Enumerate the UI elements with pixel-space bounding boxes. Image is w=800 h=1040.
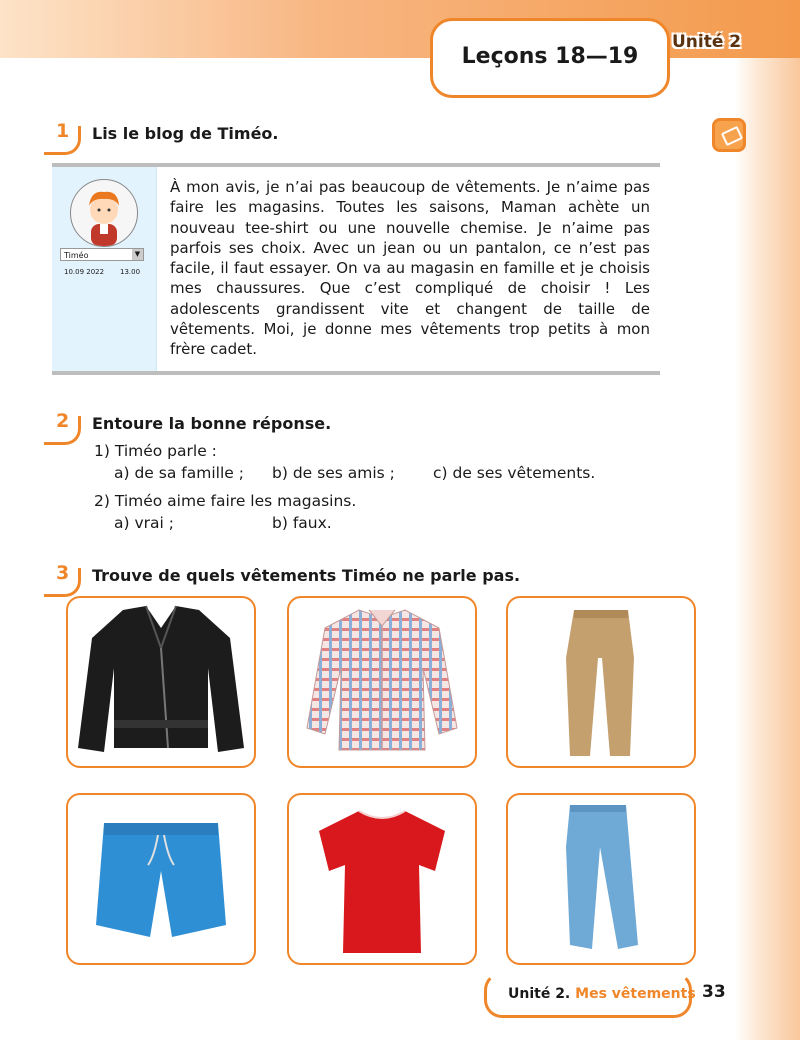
- blue-shorts-card[interactable]: [66, 793, 256, 965]
- checked-shirt-card[interactable]: [287, 596, 477, 768]
- tshirt-icon: [289, 795, 475, 963]
- page-number: 33: [702, 982, 726, 1002]
- blue-jeans-card[interactable]: [506, 793, 696, 965]
- question-2: 2) Timéo aime faire les magasins.: [94, 492, 357, 510]
- user-name: Timéo: [64, 251, 89, 260]
- chevron-down-icon[interactable]: ▼: [132, 249, 143, 260]
- blog-sidebar: [52, 167, 157, 371]
- post-date: 10.09 2022: [64, 268, 105, 276]
- lesson-title: Leçons 18—19: [461, 44, 639, 69]
- unit-badge: Unité 2: [672, 32, 742, 52]
- section-1-number: 1: [56, 120, 70, 142]
- workbook-icon: [712, 118, 746, 152]
- page-edge-gradient: [734, 0, 800, 1040]
- q2-option-b[interactable]: b) faux.: [272, 514, 332, 532]
- q1-option-b[interactable]: b) de ses amis ;: [272, 464, 395, 482]
- footer-unit-label: Unité 2.: [508, 986, 571, 1002]
- leather-jacket-icon: [68, 598, 254, 766]
- checked-shirt-icon: [289, 598, 475, 766]
- red-tshirt-card[interactable]: [287, 793, 477, 965]
- section-3-title: Trouve de quels vêtements Timéo ne parle pas.: [92, 566, 521, 585]
- blog-post: [52, 163, 660, 375]
- section-3-number: 3: [56, 562, 70, 584]
- jeans-icon: [508, 795, 694, 963]
- q1-option-a[interactable]: a) de sa famille ;: [114, 464, 244, 482]
- section-1-title: Lis le blog de Timéo.: [92, 124, 279, 143]
- avatar: [70, 179, 138, 247]
- shorts-icon: [68, 795, 254, 963]
- q2-option-a[interactable]: a) vrai ;: [114, 514, 174, 532]
- blog-text: À mon avis, je n’ai pas beaucoup de vêtements. Je n’aime pas faire les magasins. Toutes les saisons, Maman achète un nouveau tee-shirt ou une nouvelle chemise. Je n’aime pas parfois ses choix. Avec un jean ou un pantalon, ce n’est pas facile, il faut essayer. On va au magasin en famille et je choisis mes chaussures. Que c’est compliqué de choisir ! Les adolescents grandissent vite et changent de taille de vêtements. Moi, je donne mes vêtements trop petits à mon frère cadet.: [170, 178, 650, 359]
- user-dropdown[interactable]: [60, 248, 144, 261]
- leather-jacket-card[interactable]: [66, 596, 256, 768]
- q1-option-c[interactable]: c) de ses vêtements.: [433, 464, 596, 482]
- beige-trousers-card[interactable]: [506, 596, 696, 768]
- post-time: 13.00: [120, 268, 141, 276]
- section-2-title: Entoure la bonne réponse.: [92, 414, 332, 433]
- footer-unit-title: Mes vêtements: [575, 986, 696, 1002]
- question-1: 1) Timéo parle :: [94, 442, 217, 460]
- trousers-icon: [508, 598, 694, 766]
- footer-unit: [508, 986, 696, 1002]
- section-2-number: 2: [56, 410, 70, 432]
